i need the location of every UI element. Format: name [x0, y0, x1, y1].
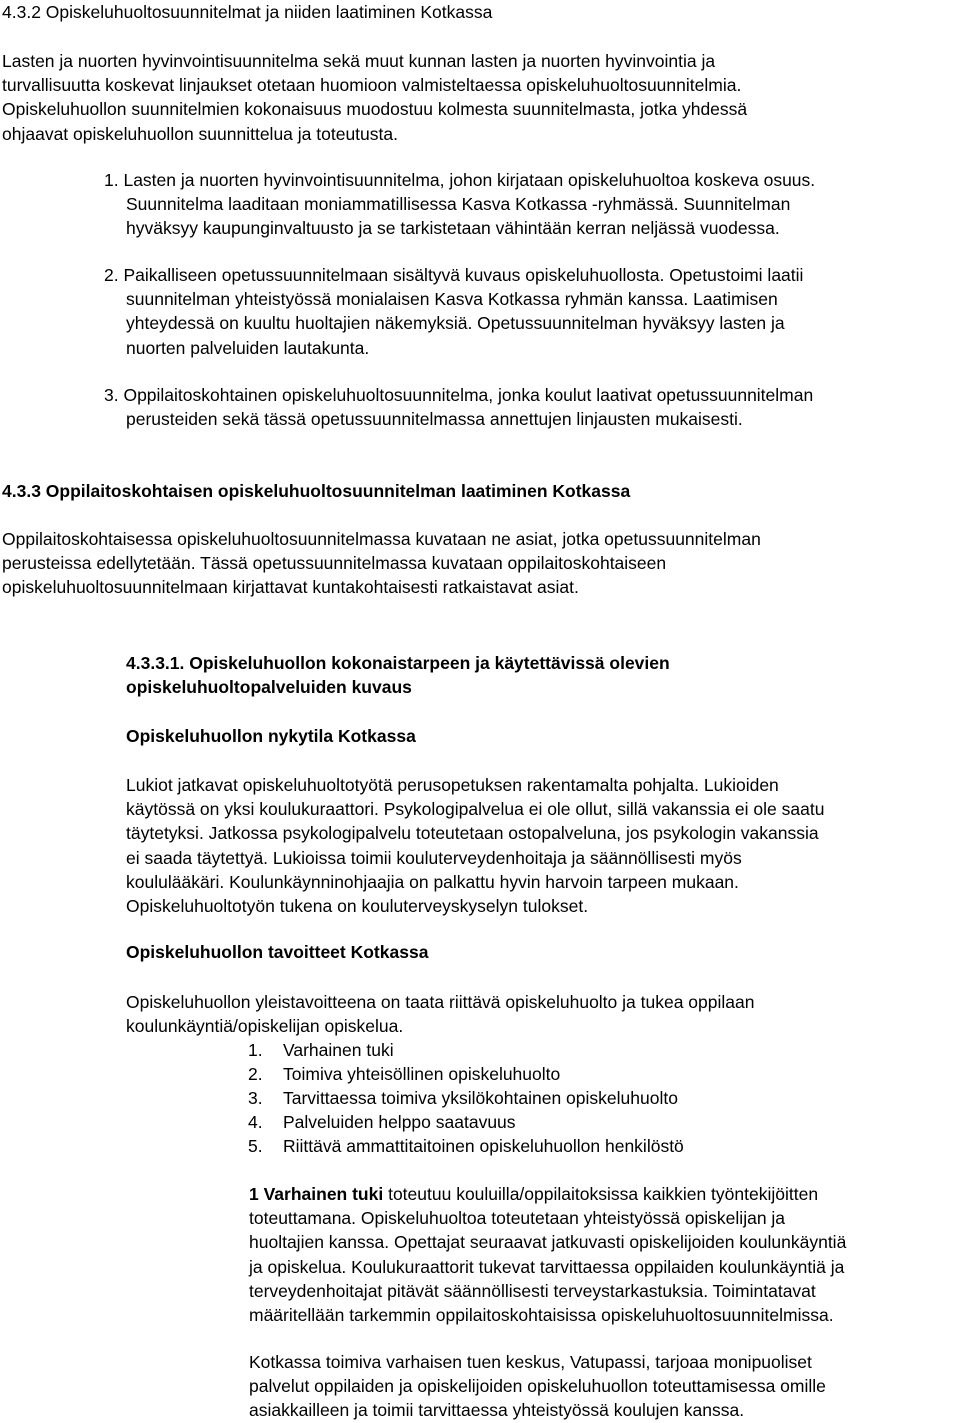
subheading-current-state	[126, 724, 416, 748]
plan-item-2	[104, 263, 804, 360]
text-line: Opiskeluhuoltotyön tukena on kouluterveyskyselyn tulokset.	[126, 896, 589, 917]
section-heading-4-3-3	[2, 479, 630, 503]
text-line: Opiskeluhuollon suunnitelmien kokonaisuus muodostuu kolmesta suunnitelmasta, jotka yhdessä	[2, 99, 748, 120]
heading-line: 4.3.3.1. Opiskeluhuollon kokonaistarpeen ja käytettävissä olevien	[126, 653, 670, 673]
text-line: palvelut oppilaiden ja opiskelijoiden opiskeluhuollon toteuttamisessa omille	[249, 1376, 826, 1397]
list-item	[0, 1062, 960, 1086]
list-item	[0, 1110, 960, 1134]
list-text: Varhainen tuki	[283, 1040, 394, 1060]
text-line: perusteiden sekä tässä opetussuunnitelmassa annettujen linjausten mukaisesti.	[126, 409, 743, 430]
section-4-3-3-paragraph	[2, 527, 761, 600]
text-line: turvallisuutta koskevat linjaukset otetaan huomioon valmisteltaessa opiskeluhuoltosuunnitelmia.	[2, 75, 742, 96]
support-center-paragraph	[249, 1350, 826, 1423]
list-number: 2.	[248, 1064, 263, 1084]
text-line: nuorten palveluiden lautakunta.	[126, 337, 370, 358]
list-item	[0, 1086, 960, 1110]
early-support-paragraph	[249, 1182, 846, 1327]
plan-item-1	[104, 168, 816, 241]
list-text: Toimiva yhteisöllinen opiskeluhuolto	[283, 1064, 561, 1084]
text-line: suunnitelman yhteistyössä monialaisen Kasva Kotkassa ryhmän kanssa. Laatimisen	[126, 289, 778, 310]
text-line: perusteissa edellytetään. Tässä opetussuunnitelmassa kuvataan oppilaitoskohtaiseen	[2, 553, 667, 574]
text-line: ei saada täytettyä. Lukioissa toimii kouluterveydenhoitaja ja säännöllisesti myös	[126, 847, 742, 868]
text-line: 1. Lasten ja nuorten hyvinvointisuunnitelma, johon kirjataan opiskeluhuoltoa koskeva osuus.	[104, 170, 816, 190]
plan-item-3	[104, 383, 814, 431]
text-line: määritellään tarkemmin oppilaitoskohtaisissa opiskeluhuoltosuunnitelmissa.	[249, 1305, 834, 1326]
early-support-first-line: toteutuu kouluilla/oppilaitoksissa kaikkien työntekijöitten	[383, 1184, 819, 1204]
early-support-lead: 1 Varhainen tuki	[249, 1184, 384, 1204]
text-line: hyväksyy kaupunginvaltuusto ja se tarkistetaan vähintään kerran neljässä vuodessa.	[126, 218, 780, 239]
heading-text: 4.3.2 Opiskeluhuoltosuunnitelmat ja niiden laatiminen Kotkassa	[2, 2, 493, 22]
list-text: Riittävä ammattitaitoinen opiskeluhuollon henkilöstö	[283, 1136, 684, 1156]
text-line: opiskeluhuoltosuunnitelmaan kirjattavat kuntakohtaisesti ratkaistavat asiat.	[2, 577, 579, 598]
text-line: 3. Oppilaitoskohtainen opiskeluhuoltosuunnitelma, jonka koulut laativat opetussuunnitelman	[104, 385, 814, 405]
intro-paragraph	[2, 49, 747, 146]
text-line	[249, 1182, 846, 1206]
list-number: 1.	[248, 1040, 263, 1060]
text-line: koululääkäri. Koulunkäynninohjaajia on palkattu hyvin harvoin tarpeen mukaan.	[126, 871, 739, 892]
text-line: täytetyksi. Jatkossa psykologipalvelu toteutetaan ostopalveluna, jos psykologin vakanssia	[126, 823, 819, 844]
text-line: asiakkailleen ja toimii tarvittaessa yhteistyössä koulujen kanssa.	[249, 1400, 745, 1421]
text-line: terveydenhoitajat pitävät säännöllisesti terveystarkastuksia. Toimintatavat	[249, 1280, 816, 1301]
text-line: 2. Paikalliseen opetussuunnitelmaan sisältyvä kuvaus opiskeluhuollosta. Opetustoimi laatii	[104, 265, 804, 285]
text-line: käytössä on yksi koulukuraattori. Psykologipalvelua ei ole ollut, sillä vakanssia ei ole saatu	[126, 799, 825, 820]
text-line: Suunnitelma laaditaan moniammatillisessa Kasva Kotkassa -ryhmässä. Suunnitelman	[126, 194, 791, 215]
list-number: 4.	[248, 1112, 263, 1132]
subheading-text: Opiskeluhuollon nykytila Kotkassa	[126, 726, 416, 746]
text-line: Lukiot jatkavat opiskeluhuoltotyötä perusopetuksen rakentamalta pohjalta. Lukioiden	[126, 775, 779, 795]
text-line: Kotkassa toimiva varhaisen tuen keskus, Vatupassi, tarjoaa monipuoliset	[249, 1352, 812, 1372]
subheading-text: Opiskeluhuollon tavoitteet Kotkassa	[126, 942, 429, 962]
current-state-paragraph	[126, 773, 824, 918]
text-line: toteuttamana. Opiskeluhuoltoa toteutetaan yhteistyössä opiskelijan ja	[249, 1208, 786, 1229]
section-heading-4-3-3-1	[126, 651, 670, 699]
text-line: ohjaavat opiskeluhuollon suunnittelua ja toteutusta.	[2, 123, 398, 144]
text-line: koulunkäyntiä/opiskelijan opiskelua.	[126, 1016, 404, 1037]
text-line: ja opiskelua. Koulukuraattorit tukevat tarvittaessa oppilaiden koulunkäyntiä ja	[249, 1256, 845, 1277]
heading-text: 4.3.3 Oppilaitoskohtaisen opiskeluhuoltosuunnitelman laatiminen Kotkassa	[2, 481, 631, 501]
heading-line: opiskeluhuoltopalveluiden kuvaus	[126, 677, 412, 698]
text-line: huoltajien kanssa. Opettajat seuraavat jatkuvasti opiskelijoiden koulunkäyntiä	[249, 1232, 847, 1253]
text-line: Oppilaitoskohtaisessa opiskeluhuoltosuunnitelmassa kuvataan ne asiat, jotka opetussuunnitelman	[2, 529, 761, 549]
list-number: 5.	[248, 1136, 263, 1156]
list-text: Tarvittaessa toimiva yksilökohtainen opiskeluhuolto	[283, 1088, 678, 1108]
text-line: yhteydessä on kuultu huoltajien näkemyksiä. Opetussuunnitelman hyväksyy lasten ja	[126, 313, 785, 334]
goals-paragraph	[126, 990, 754, 1038]
list-number: 3.	[248, 1088, 263, 1108]
list-text: Palveluiden helppo saatavuus	[283, 1112, 516, 1132]
text-line: Lasten ja nuorten hyvinvointisuunnitelma sekä muut kunnan lasten ja nuorten hyvinvointia ja	[2, 51, 716, 71]
text-line: Opiskeluhuollon yleistavoitteena on taata riittävä opiskeluhuolto ja tukea oppilaan	[126, 992, 755, 1012]
section-heading-4-3-2	[2, 0, 492, 24]
list-item	[0, 1038, 960, 1062]
list-item	[0, 1134, 960, 1158]
goals-list	[0, 1038, 960, 1163]
subheading-goals	[126, 940, 428, 964]
